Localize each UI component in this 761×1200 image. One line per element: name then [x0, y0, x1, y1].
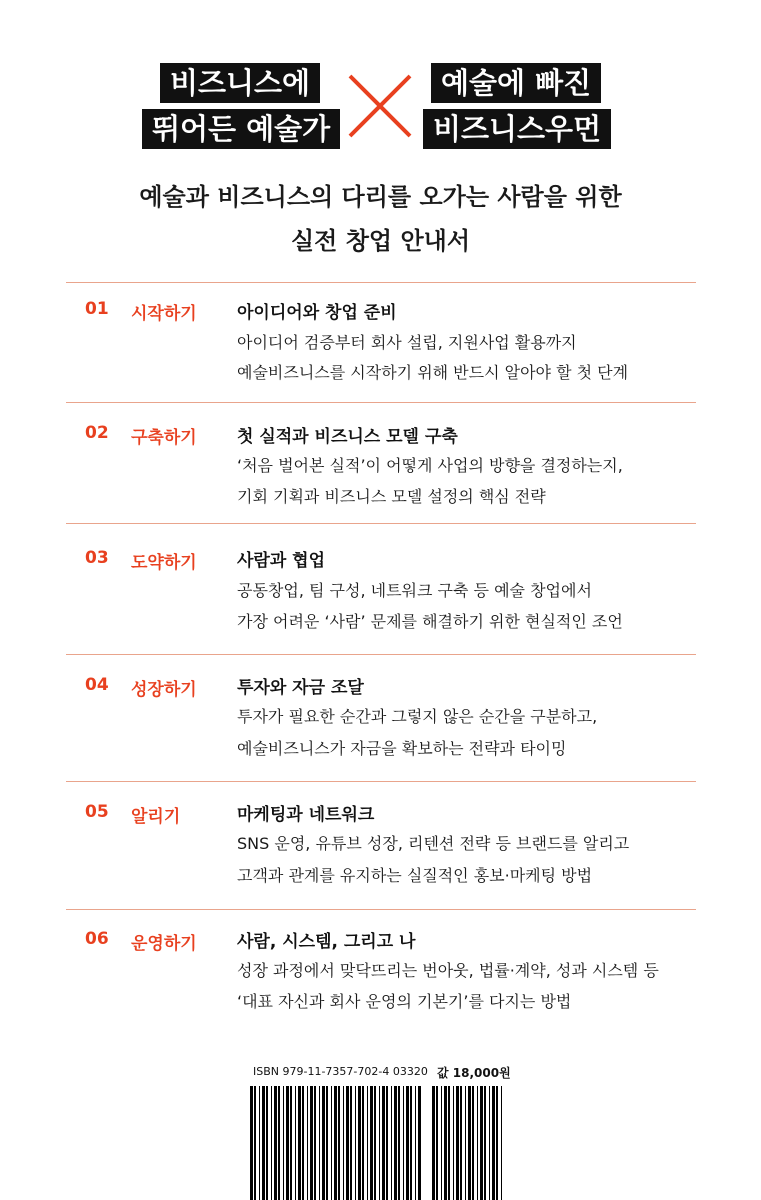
subtitle-line-1: 예술과 비즈니스의 다리를 오가는 사람을 위한 — [139, 183, 622, 211]
section-title: 마케팅과 네트워크 — [237, 805, 375, 825]
section-stage: 알리기 — [131, 807, 181, 827]
section-title: 아이디어와 창업 준비 — [237, 303, 397, 323]
section-desc-line: 예술비즈니스를 시작하기 위해 반드시 알아야 할 첫 단계 — [237, 363, 629, 382]
header-right-line-1: 예술에 빠진 — [431, 63, 601, 103]
section-divider — [66, 402, 696, 403]
barcode-main — [250, 1086, 422, 1200]
section-desc-line: 예술비즈니스가 자금을 확보하는 전략과 타이밍 — [237, 739, 567, 758]
section-divider — [66, 282, 696, 283]
price-text: 값 18,000원 — [437, 1066, 511, 1080]
section-stage: 도약하기 — [131, 553, 197, 573]
section-divider — [66, 654, 696, 655]
isbn-text: ISBN 979-11-7357-702-4 03320 — [253, 1065, 428, 1078]
section-number: 04 — [85, 675, 109, 695]
section-desc-line: 아이디어 검증부터 회사 설립, 지원사업 활용까지 — [237, 333, 577, 352]
section-desc-line: 성장 과정에서 맞닥뜨리는 번아웃, 법률·계약, 성과 시스템 등 — [237, 961, 659, 980]
section-desc-line: 공동창업, 팀 구성, 네트워크 구축 등 예술 창업에서 — [237, 581, 592, 600]
subtitle-line-2: 실전 창업 안내서 — [291, 227, 470, 255]
section-desc-line: 고객과 관계를 유지하는 실질적인 홍보·마케팅 방법 — [237, 866, 593, 885]
section-number: 06 — [85, 929, 109, 949]
section-divider — [66, 523, 696, 524]
section-divider — [66, 781, 696, 782]
section-desc-line: ‘대표 자신과 회사 운영의 기본기’를 다지는 방법 — [237, 992, 572, 1011]
section-number: 02 — [85, 423, 109, 443]
header-left-line-1: 비즈니스에 — [160, 63, 320, 103]
section-stage: 운영하기 — [131, 934, 197, 954]
section-stage: 시작하기 — [131, 304, 197, 324]
section-number: 03 — [85, 548, 109, 568]
section-number: 05 — [85, 802, 109, 822]
header-right-line-2: 비즈니스우먼 — [423, 109, 611, 149]
section-number: 01 — [85, 299, 109, 319]
section-desc-line: 기회 기획과 비즈니스 모델 설정의 핵심 전략 — [237, 487, 546, 506]
section-desc-line: SNS 운영, 유튜브 성장, 리텐션 전략 등 브랜드를 알리고 — [237, 834, 630, 853]
section-divider — [66, 909, 696, 910]
section-title: 투자와 자금 조달 — [237, 678, 364, 698]
section-title: 사람, 시스템, 그리고 나 — [237, 932, 416, 952]
section-title: 사람과 협업 — [237, 551, 326, 571]
section-stage: 구축하기 — [131, 428, 197, 448]
section-desc-line: 투자가 필요한 순간과 그렇지 않은 순간을 구분하고, — [237, 707, 598, 726]
barcode-addon — [432, 1086, 504, 1200]
header-left-line-2: 뛰어든 예술가 — [142, 109, 340, 149]
section-stage: 성장하기 — [131, 680, 197, 700]
cross-x-icon — [346, 72, 414, 140]
section-desc-line: 가장 어려운 ‘사람’ 문제를 해결하기 위한 현실적인 조언 — [237, 612, 623, 631]
section-title: 첫 실적과 비즈니스 모델 구축 — [237, 427, 458, 447]
section-desc-line: ‘처음 벌어본 실적’이 어떻게 사업의 방향을 결정하는지, — [237, 456, 623, 475]
